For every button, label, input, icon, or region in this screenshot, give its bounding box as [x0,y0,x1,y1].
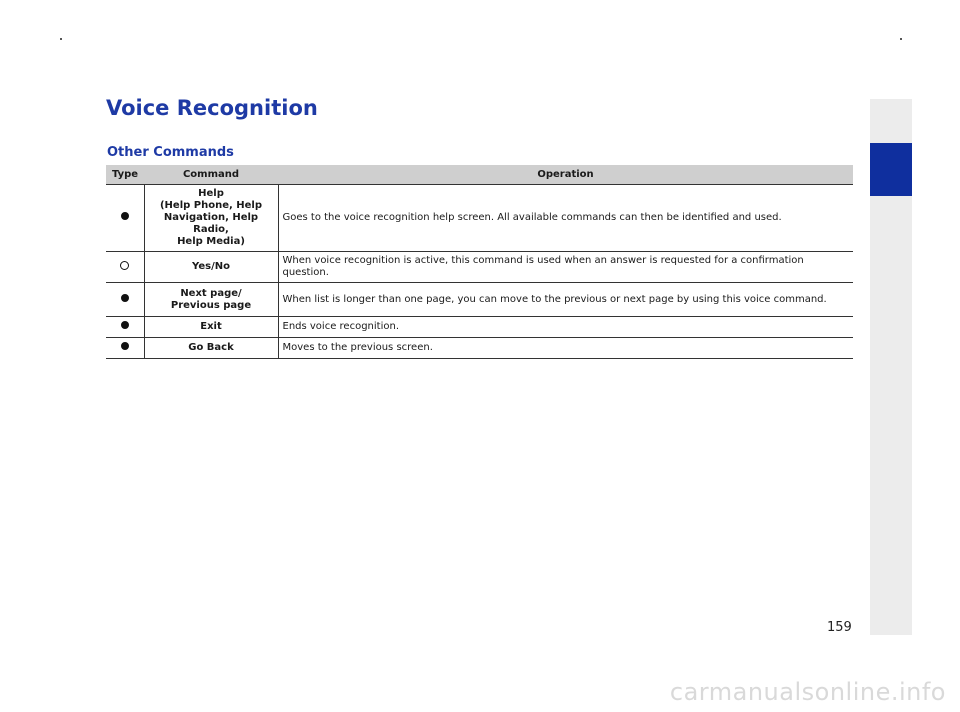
operation-cell: When voice recognition is active, this command is used when an answer is requested for a confirmation question. [278,252,853,283]
type-cell [106,283,144,317]
filled-circle-icon [121,342,129,350]
operation-cell: When list is longer than one page, you can move to the previous or next page by using this voice command. [278,283,853,317]
operation-cell: Moves to the previous screen. [278,338,853,359]
table-header-row [106,165,853,185]
command-cell: Next page/ Previous page [144,283,278,317]
command-cell: Exit [144,317,278,338]
hollow-circle-icon [120,261,129,270]
filled-circle-icon [121,321,129,329]
filled-circle-icon [121,212,129,220]
crop-mark-right [900,38,902,40]
table-row [106,185,853,252]
table-row [106,317,853,338]
filled-circle-icon [121,294,129,302]
command-cell: Go Back [144,338,278,359]
command-cell: Yes/No [144,252,278,283]
table-row [106,252,853,283]
page-number: 159 [827,620,852,635]
section-title: Other Commands [107,145,234,160]
table-row [106,283,853,317]
header-command: Command [144,165,278,185]
commands-table [106,165,853,359]
crop-mark-left [60,38,62,40]
operation-cell: Goes to the voice recognition help screen. All available commands can then be identified and used. [278,185,853,252]
command-cell: Help (Help Phone, Help Navigation, Help Radio, Help Media) [144,185,278,252]
table-row [106,338,853,359]
chapter-tab [870,143,912,196]
type-cell [106,252,144,283]
type-cell [106,317,144,338]
watermark: carmanualsonline.info [669,678,946,706]
header-type: Type [106,165,144,185]
page-title: Voice Recognition [106,96,318,120]
operation-cell: Ends voice recognition. [278,317,853,338]
type-cell [106,185,144,252]
type-cell [106,338,144,359]
header-operation: Operation [278,165,853,185]
